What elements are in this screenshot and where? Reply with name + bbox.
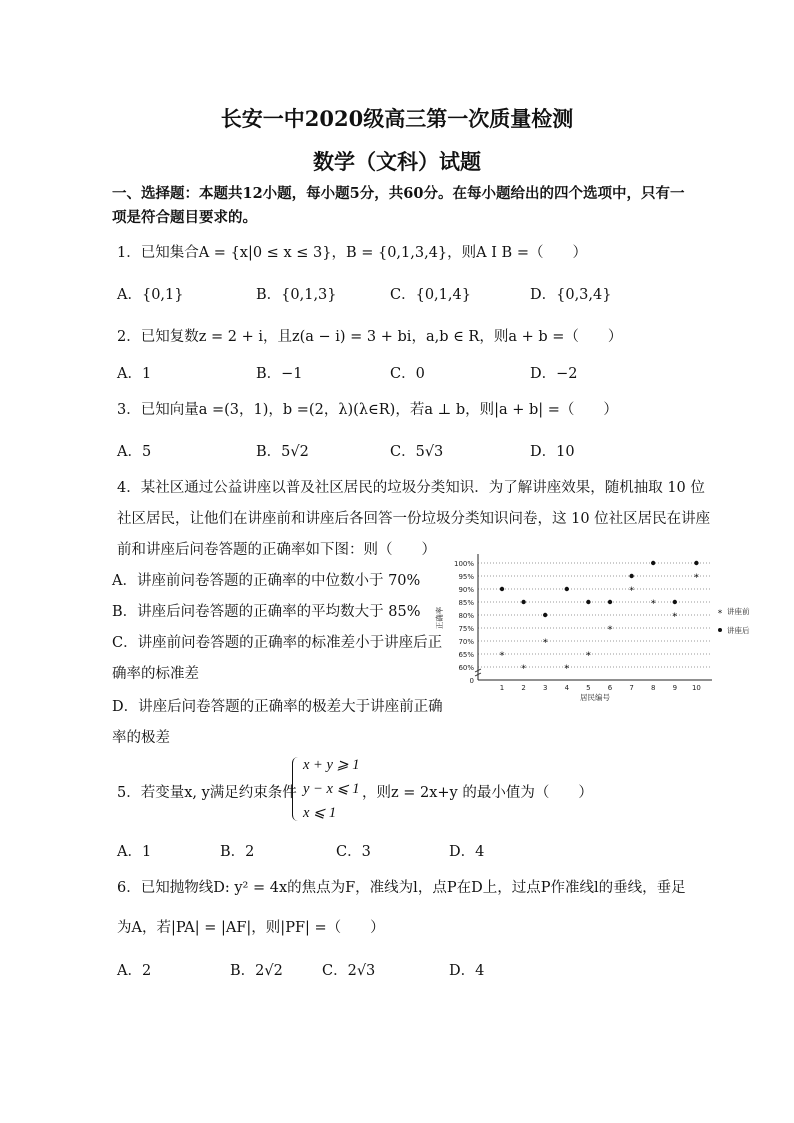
point-before-lecture: *	[607, 624, 613, 636]
point-before-lecture: *	[564, 663, 570, 675]
q1-option-b: B．{0,1,3}	[256, 287, 337, 303]
q1-option-c: C．{0,1,4}	[390, 287, 471, 303]
q4-option-d-line2: 率的极差	[112, 730, 170, 746]
q3-option-c: C．5√3	[390, 444, 444, 460]
x-tick-label: 5	[586, 684, 591, 692]
question-5-stem-post: ，则z = 2x+y 的最小值为（ ）	[362, 785, 593, 801]
exam-title: 长安一中2020级高三第一次质量检测	[220, 106, 574, 131]
q4-option-b: B．讲座后问卷答题的正确率的平均数大于 85%	[112, 604, 421, 620]
q6-option-b: B．2√2	[230, 963, 283, 979]
question-4-stem-line1: 4．某社区通过公益讲座以普及社区居民的垃圾分类知识．为了解讲座效果，随机抽取 10 位	[117, 480, 705, 496]
y-tick-label: 65%	[458, 651, 474, 659]
legend-marker-before: *	[717, 609, 723, 619]
point-after-lecture	[586, 600, 590, 604]
x-tick-label: 6	[607, 684, 613, 692]
y-tick-label: 85%	[458, 599, 474, 607]
point-before-lecture: *	[521, 663, 527, 675]
q3-option-a: A．5	[117, 444, 152, 460]
legend-marker-after	[718, 628, 722, 632]
question-5-stem-pre: 5．若变量x, y满足约束条件	[117, 785, 297, 801]
point-after-lecture	[543, 613, 547, 617]
constraint-2: y − x ⩽ 1	[303, 781, 360, 797]
y-tick-label: 70%	[458, 638, 474, 646]
constraint-3: x ⩽ 1	[303, 805, 337, 821]
point-before-lecture: *	[693, 572, 699, 584]
y-tick-label: 0	[469, 677, 474, 685]
y-tick-label: 95%	[458, 573, 474, 581]
y-tick-label: 80%	[458, 612, 474, 620]
x-axis-label: 居民编号	[580, 693, 610, 702]
q2-option-c: C．0	[390, 366, 425, 382]
q4-option-c-line1: C．讲座前问卷答题的正确率的标准差小于讲座后正	[112, 635, 443, 651]
point-before-lecture: *	[585, 650, 591, 662]
q5-option-d: D．4	[449, 844, 485, 860]
point-before-lecture: *	[672, 611, 678, 623]
y-tick-label: 60%	[458, 664, 474, 672]
y-tick-label: 90%	[458, 586, 474, 594]
q2-option-d: D．−2	[530, 366, 578, 382]
point-after-lecture	[521, 600, 525, 604]
x-tick-label: 1	[499, 684, 505, 692]
y-tick-label: 75%	[458, 625, 474, 633]
point-after-lecture	[608, 600, 612, 604]
q1-option-a: A．{0,1}	[117, 287, 184, 303]
point-after-lecture	[694, 561, 698, 565]
point-before-lecture: *	[542, 637, 548, 649]
question-4-stem-line3: 前和讲座后问卷答题的正确率如下图：则（ ）	[117, 542, 436, 558]
point-after-lecture	[500, 587, 504, 591]
q6-option-d: D．4	[449, 963, 485, 979]
q4-option-c-line2: 确率的标准差	[112, 666, 199, 682]
constraint-brace	[292, 757, 301, 821]
q5-option-c: C．3	[336, 844, 371, 860]
question-2-stem: 2．已知复数z = 2 + i，且z(a − i) = 3 + bi，a,b ∈ R，则a + b =（ ）	[117, 329, 623, 345]
question-6-stem-line1: 6．已知抛物线D: y² = 4x的焦点为F，准线为l，点P在D上，过点P作准线l的垂线，垂足	[117, 880, 686, 896]
x-tick-label: 3	[542, 684, 548, 692]
point-before-lecture: *	[629, 585, 635, 597]
q5-option-b: B．2	[220, 844, 255, 860]
point-before-lecture: *	[650, 598, 656, 610]
section-heading-line2: 项是符合题目要求的。	[112, 209, 257, 226]
x-tick-label: 10	[691, 684, 701, 692]
x-tick-label: 4	[564, 684, 570, 692]
section-heading-line1: 一、选择题：本题共12小题，每小题5分，共60分。在每小题给出的四个选项中，只有一	[112, 185, 685, 202]
x-tick-label: 7	[629, 684, 634, 692]
q3-option-b: B．5√2	[256, 444, 309, 460]
q1-option-d: D．{0,3,4}	[530, 287, 612, 303]
point-after-lecture	[629, 574, 633, 578]
question-3-stem: 3．已知向量a =(3，1)，b =(2，λ)(λ∈R)，若a ⊥ b，则|a + b| =（ ）	[117, 402, 618, 418]
constraint-1: x + y ⩾ 1	[303, 757, 360, 773]
point-after-lecture	[651, 561, 655, 565]
point-before-lecture: *	[499, 650, 505, 662]
exam-subtitle: 数学（文科）试题	[313, 149, 481, 174]
point-after-lecture	[565, 587, 569, 591]
y-axis-label: 正确率	[435, 606, 444, 630]
x-tick-label: 9	[672, 684, 678, 692]
y-tick-label: 100%	[453, 560, 474, 568]
q4-option-d-line1: D．讲座后问卷答题的正确率的极差大于讲座前正确	[112, 699, 443, 715]
q4-option-a: A．讲座前问卷答题的正确率的中位数小于 70%	[112, 573, 421, 589]
q2-option-a: A．1	[117, 366, 152, 382]
q6-option-a: A．2	[117, 963, 152, 979]
x-tick-label: 8	[650, 684, 656, 692]
q5-option-a: A．1	[117, 844, 152, 860]
question-1-stem: 1．已知集合A = {x|0 ≤ x ≤ 3}，B = {0,1,3,4}，则A I B =（ ）	[117, 245, 587, 261]
q3-option-d: D．10	[530, 444, 575, 460]
point-after-lecture	[673, 600, 677, 604]
x-tick-label: 2	[521, 684, 526, 692]
question-4-stem-line2: 社区居民，让他们在讲座前和讲座后各回答一份垃圾分类知识问卷，这 10 位社区居民在讲座	[117, 511, 711, 527]
q6-option-c: C．2√3	[322, 963, 376, 979]
legend-label-after: 讲座后	[727, 626, 750, 635]
q2-option-b: B．−1	[256, 366, 303, 382]
question-6-stem-line2: 为A，若|PA| = |AF|，则|PF| =（ ）	[117, 920, 385, 936]
legend-label-before: 讲座前	[727, 607, 750, 616]
accuracy-scatter-chart	[430, 548, 760, 706]
